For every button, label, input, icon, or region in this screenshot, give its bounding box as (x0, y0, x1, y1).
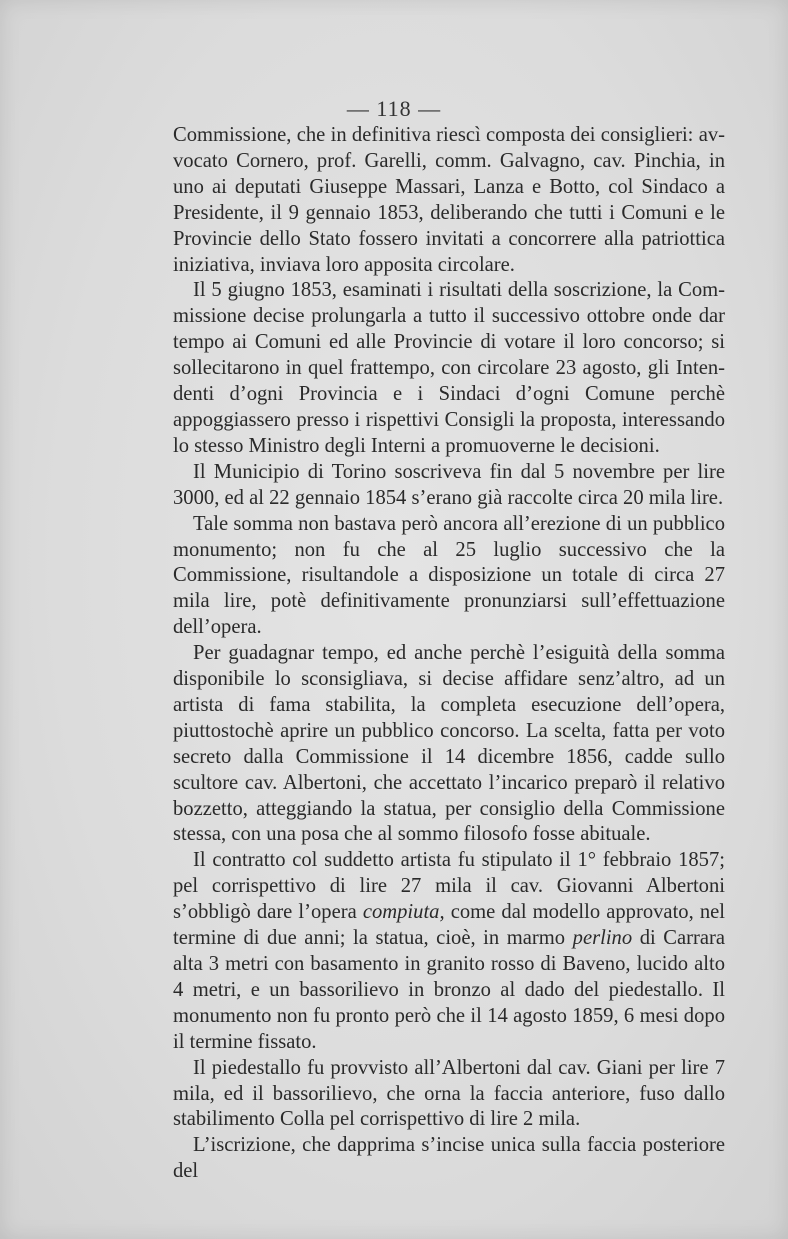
paragraph-3: Il Municipio di Torino soscriveva fin dal 5 novembre per lire 3000, ed al 22 gennaio 1854 s’erano già raccolte circa 20 mila lire. (173, 460, 725, 509)
paragraph-6-italic-compiuta: compiuta, (362, 901, 445, 924)
paragraph-1: Commissione, che in definitiva riescì composta dei consiglieri: avvocato Cornero, prof. Garelli, comm. Galvagno, cav. Pinchia, in uno ai deputati Giuseppe Massari, Lanza e Botto, col Sindaco a Presidente, il 9 gennaio 1853, deliberando che tutti i Comuni e le Provincie dello Stato fossero invitati a concorrere alla patriottica iniziativa, inviava loro apposita circolare. (173, 124, 725, 276)
body-text (173, 123, 725, 1185)
paragraph-6-italic-perlino: perlino (572, 927, 633, 950)
paragraph-6-part-e: di Carrara alta 3 metri con basamento in granito rosso di Baveno, lucido alto 4 metri, e un bassorilievo in bronzo al dado del piedestallo. Il monumento non fu pronto però che il 14 agosto 1859, 6 mesi dopo il termine fissato. (173, 927, 725, 1053)
paragraph-7: Il piedestallo fu provvisto all’Albertoni dal cav. Giani per lire 7 mila, ed il bassorilievo, che orna la faccia anteriore, fuso dallo stabilimento Colla pel corrispettivo di lire 2 mila. (173, 1056, 725, 1131)
paragraph-6-part-a: Il contratto col suddetto artista fu stipulato il 1° febbraio 1857; pel corrispettivo di lire 27 mila il cav. Giovanni Albertoni s’obbligò dare l’opera (173, 849, 725, 924)
page-number: — 118 — (346, 96, 442, 121)
paragraph-2: Il 5 giugno 1853, esaminati i risultati della soscrizione, la Commissione decise prolungarla a tutto il successivo ottobre onde dar tempo ai Comuni ed alle Provincie di votare il loro concorso; si sollecitarono in quel frattempo, con circolare 23 agosto, gli Intendenti d’ogni Provincia e i Sindaci d’ogni Comune perchè appoggiassero presso i rispettivi Consigli la proposta, interessando lo stesso Ministro degli Interni a promuoverne le decisioni. (173, 279, 725, 457)
paragraph-5: Per guadagnar tempo, ed anche perchè l’esiguità della somma disponibile lo sconsigliava, si decise affidare senz’altro, ad un artista di fama stabilita, la completa esecuzione dell’opera, piuttostochè aprire un pubblico concorso. La scelta, fatta per voto secreto dalla Commissione il 14 dicembre 1856, cadde sullo scultore cav. Albertoni, che accettato l’incarico preparò il relativo bozzetto, atteggiando la statua, per consiglio della Commissione stessa, con una posa che al sommo filosofo fosse abituale. (173, 642, 725, 846)
paragraph-4: Tale somma non bastava però ancora all’erezione di un pubblico monumento; non fu che al 25 luglio successivo che la Commissione, risultandole a disposizione un totale di circa 27 mila lire, potè definitivamente pronunziarsi sull’effettuazione dell’opera. (173, 512, 725, 639)
paragraph-8: L’iscrizione, che dapprima s’incise unica sulla faccia posteriore del (173, 1134, 725, 1183)
paragraph-6 (173, 848, 725, 1055)
paragraph-6-part-c: come dal modello approvato, nel termine di due anni; la statua, cioè, in marmo (173, 901, 725, 950)
